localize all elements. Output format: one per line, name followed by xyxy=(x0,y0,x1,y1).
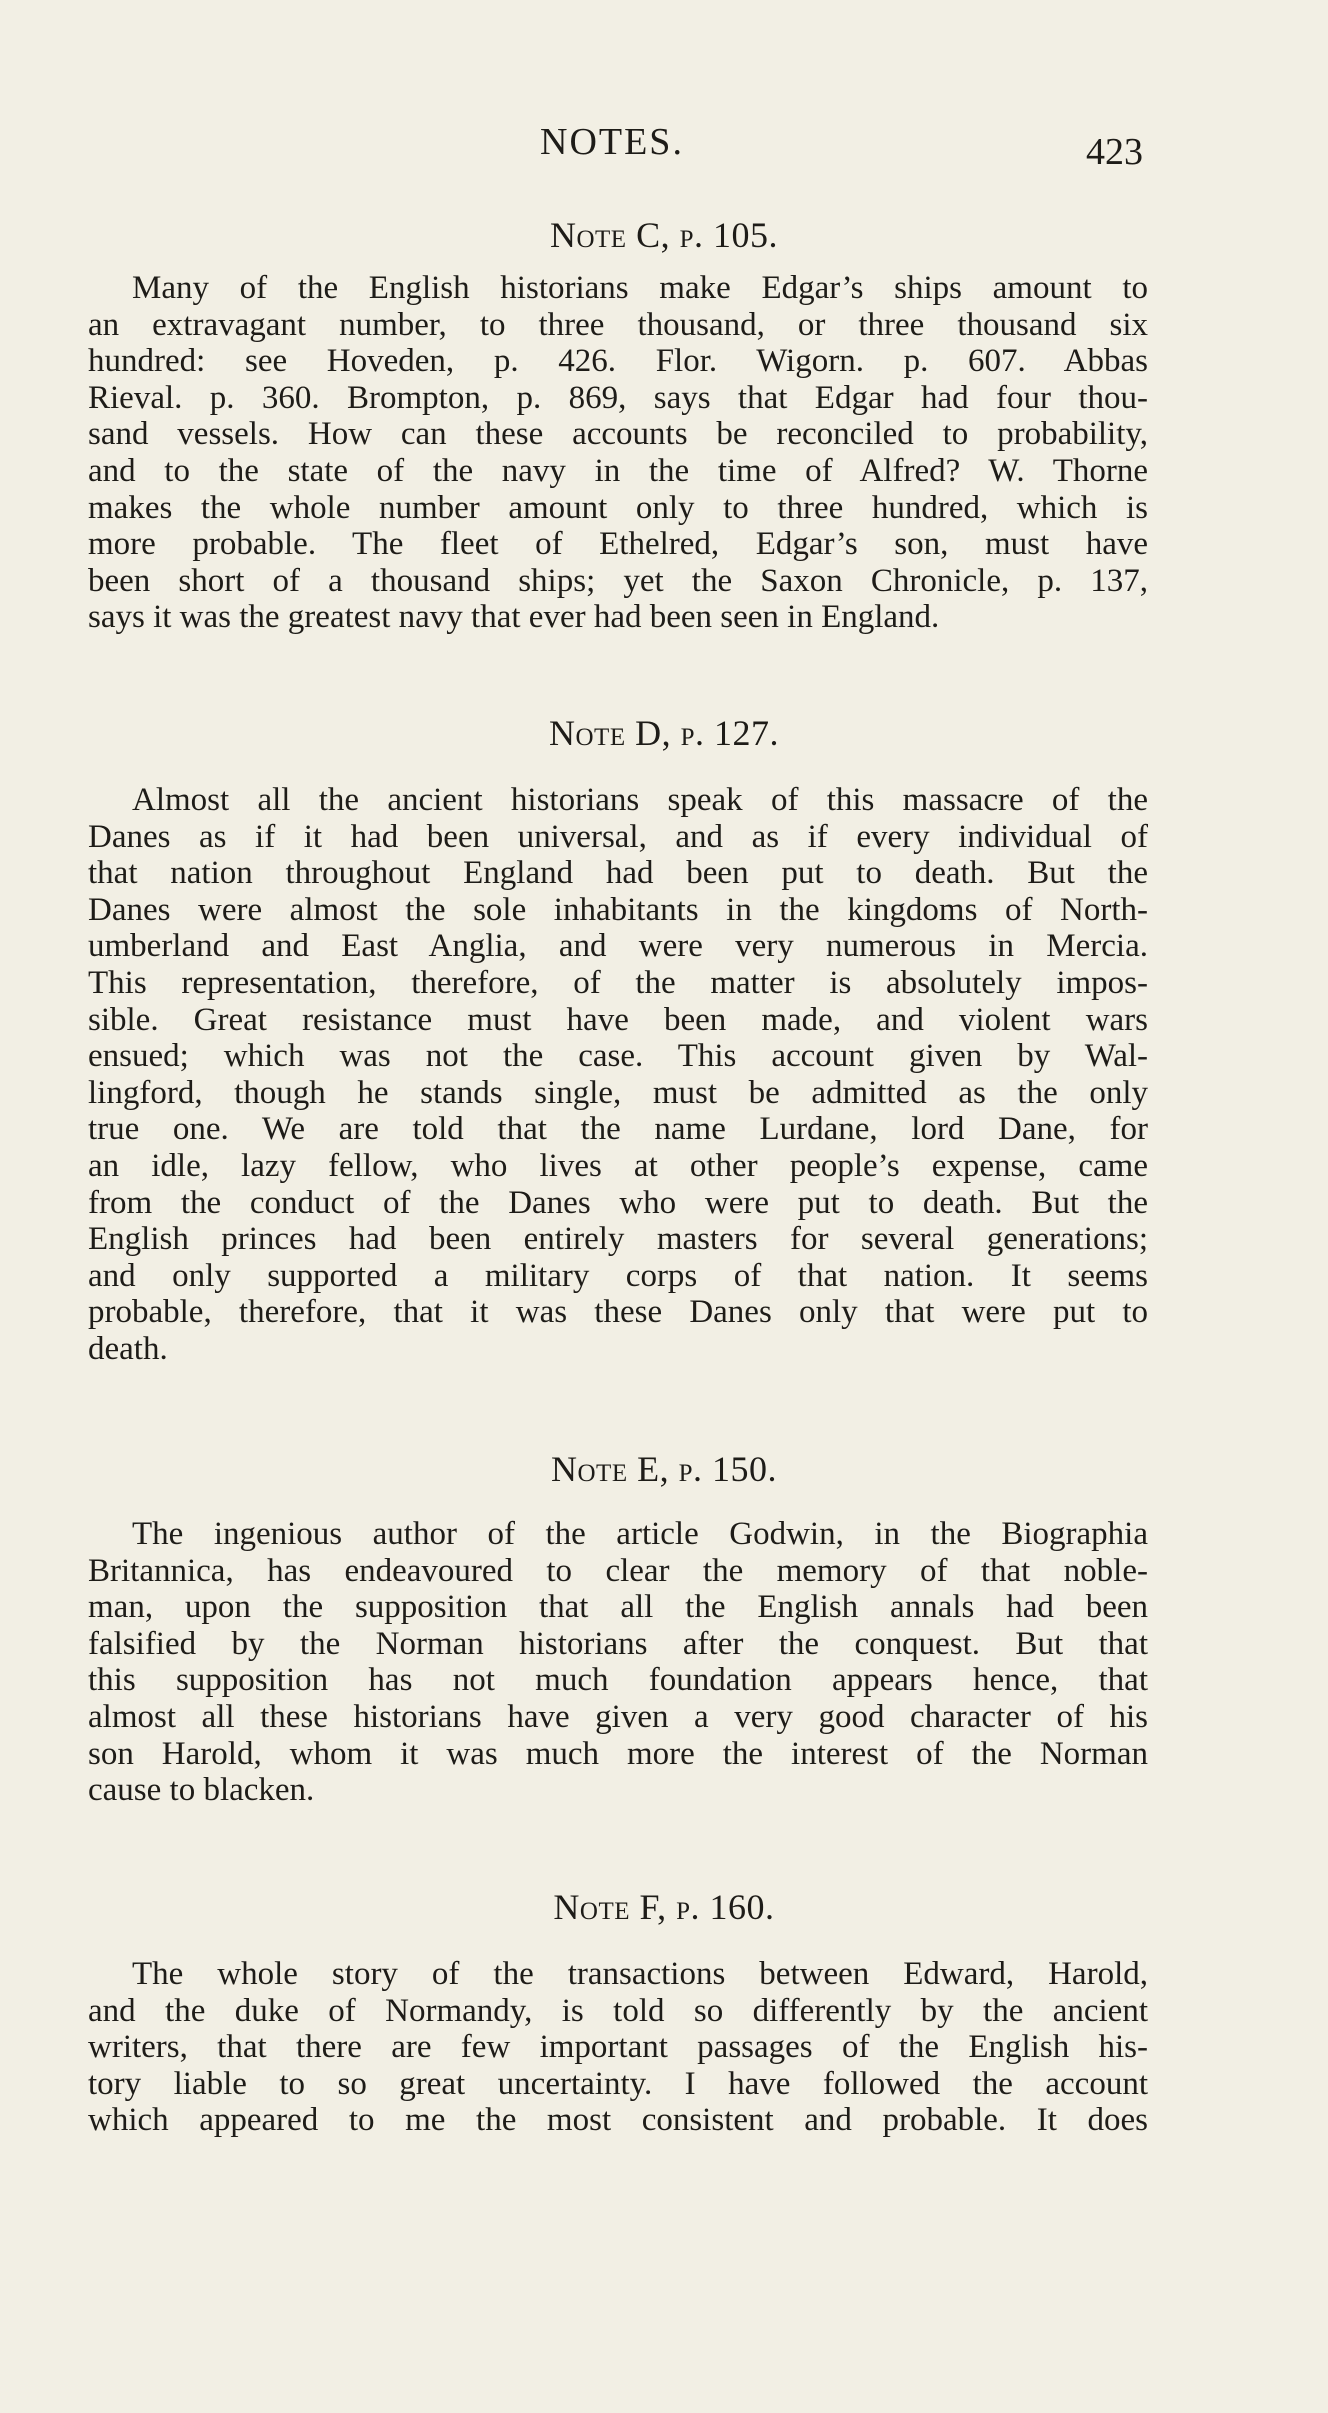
text-line: almost all these historians have given a very good character of his xyxy=(88,1698,1148,1735)
text-line: Rieval. p. 360. Brompton, p. 869, says that Edgar had four thou- xyxy=(88,379,1148,416)
text-line: umberland and East Anglia, and were very numerous in Mercia. xyxy=(88,928,1148,965)
text-line: cause to blacken. xyxy=(88,1772,315,1809)
text-line: an idle, lazy fellow, who lives at other people’s expense, came xyxy=(88,1147,1148,1184)
text-line: falsified by the Norman historians after the conquest. But that xyxy=(88,1625,1148,1662)
text-line: this supposition has not much foundation appears hence, that xyxy=(88,1662,1148,1699)
text-line: son Harold, whom it was much more the interest of the Norman xyxy=(88,1735,1148,1772)
text-line: The ingenious author of the article Godwin, in the Biographia xyxy=(132,1516,1148,1552)
text-line: tory liable to so great uncertainty. I have followed the account xyxy=(88,2065,1148,2102)
page-number: 423 xyxy=(1086,131,1143,173)
text-line: English princes had been entirely masters for several generations; xyxy=(88,1221,1148,1258)
text-line: makes the whole number amount only to three hundred, which is xyxy=(88,489,1148,526)
running-head xyxy=(0,112,1328,172)
text-line: been short of a thousand ships; yet the Saxon Chronicle, p. 137, xyxy=(88,562,1148,599)
text-line: death. xyxy=(88,1330,168,1367)
note-f-body xyxy=(88,1956,1148,2139)
note-d-body xyxy=(88,782,1148,1368)
text-line: The whole story of the transactions between Edward, Harold, xyxy=(132,1956,1148,1992)
text-line: hundred: see Hoveden, p. 426. Flor. Wigorn. p. 607. Abbas xyxy=(88,343,1148,380)
text-line: Danes as if it had been universal, and as if every individual of xyxy=(88,818,1148,855)
text-line: sand vessels. How can these accounts be reconciled to probability, xyxy=(88,416,1148,453)
note-e-body xyxy=(88,1516,1148,1809)
running-title: NOTES. xyxy=(540,121,684,163)
text-line: from the conduct of the Danes who were put to death. But the xyxy=(88,1184,1148,1221)
note-c-heading: Note C, p. 105. xyxy=(549,215,778,255)
note-c-body xyxy=(88,270,1148,636)
text-line: ensued; which was not the case. This account given by Wal- xyxy=(88,1038,1148,1075)
text-line: more probable. The fleet of Ethelred, Edgar’s son, must have xyxy=(88,526,1148,563)
text-line: that nation throughout England had been put to death. But the xyxy=(88,855,1148,892)
text-line: and the duke of Normandy, is told so differently by the ancient xyxy=(88,1992,1148,2029)
text-line: probable, therefore, that it was these Danes only that were put to xyxy=(88,1294,1148,1331)
note-d-heading: Note D, p. 127. xyxy=(549,713,779,753)
text-line: says it was the greatest navy that ever had been seen in England. xyxy=(88,599,940,636)
text-line: man, upon the supposition that all the English annals had been xyxy=(88,1589,1148,1626)
text-line: writers, that there are few important passages of the English his- xyxy=(88,2029,1148,2066)
text-line: an extravagant number, to three thousand, or three thousand six xyxy=(88,306,1148,343)
note-e-heading: Note E, p. 150. xyxy=(551,1449,777,1489)
text-line: Many of the English historians make Edgar’s ships amount to xyxy=(132,270,1148,306)
text-line: and to the state of the navy in the time of Alfred? W. Thorne xyxy=(88,452,1148,489)
text-line: true one. We are told that the name Lurdane, lord Dane, for xyxy=(88,1111,1148,1148)
note-f-heading: Note F, p. 160. xyxy=(553,1887,775,1927)
text-line: Britannica, has endeavoured to clear the memory of that noble- xyxy=(88,1552,1148,1589)
text-line: Almost all the ancient historians speak of this massacre of the xyxy=(132,782,1148,818)
text-line: This representation, therefore, of the matter is absolutely impos- xyxy=(88,964,1148,1001)
text-line: which appeared to me the most consistent and probable. It does xyxy=(88,2102,1148,2139)
text-line: sible. Great resistance must have been made, and violent wars xyxy=(88,1001,1148,1038)
text-line: and only supported a military corps of that nation. It seems xyxy=(88,1257,1148,1294)
text-line: Danes were almost the sole inhabitants in the kingdoms of North- xyxy=(88,891,1148,928)
text-line: lingford, though he stands single, must be admitted as the only xyxy=(88,1074,1148,1111)
